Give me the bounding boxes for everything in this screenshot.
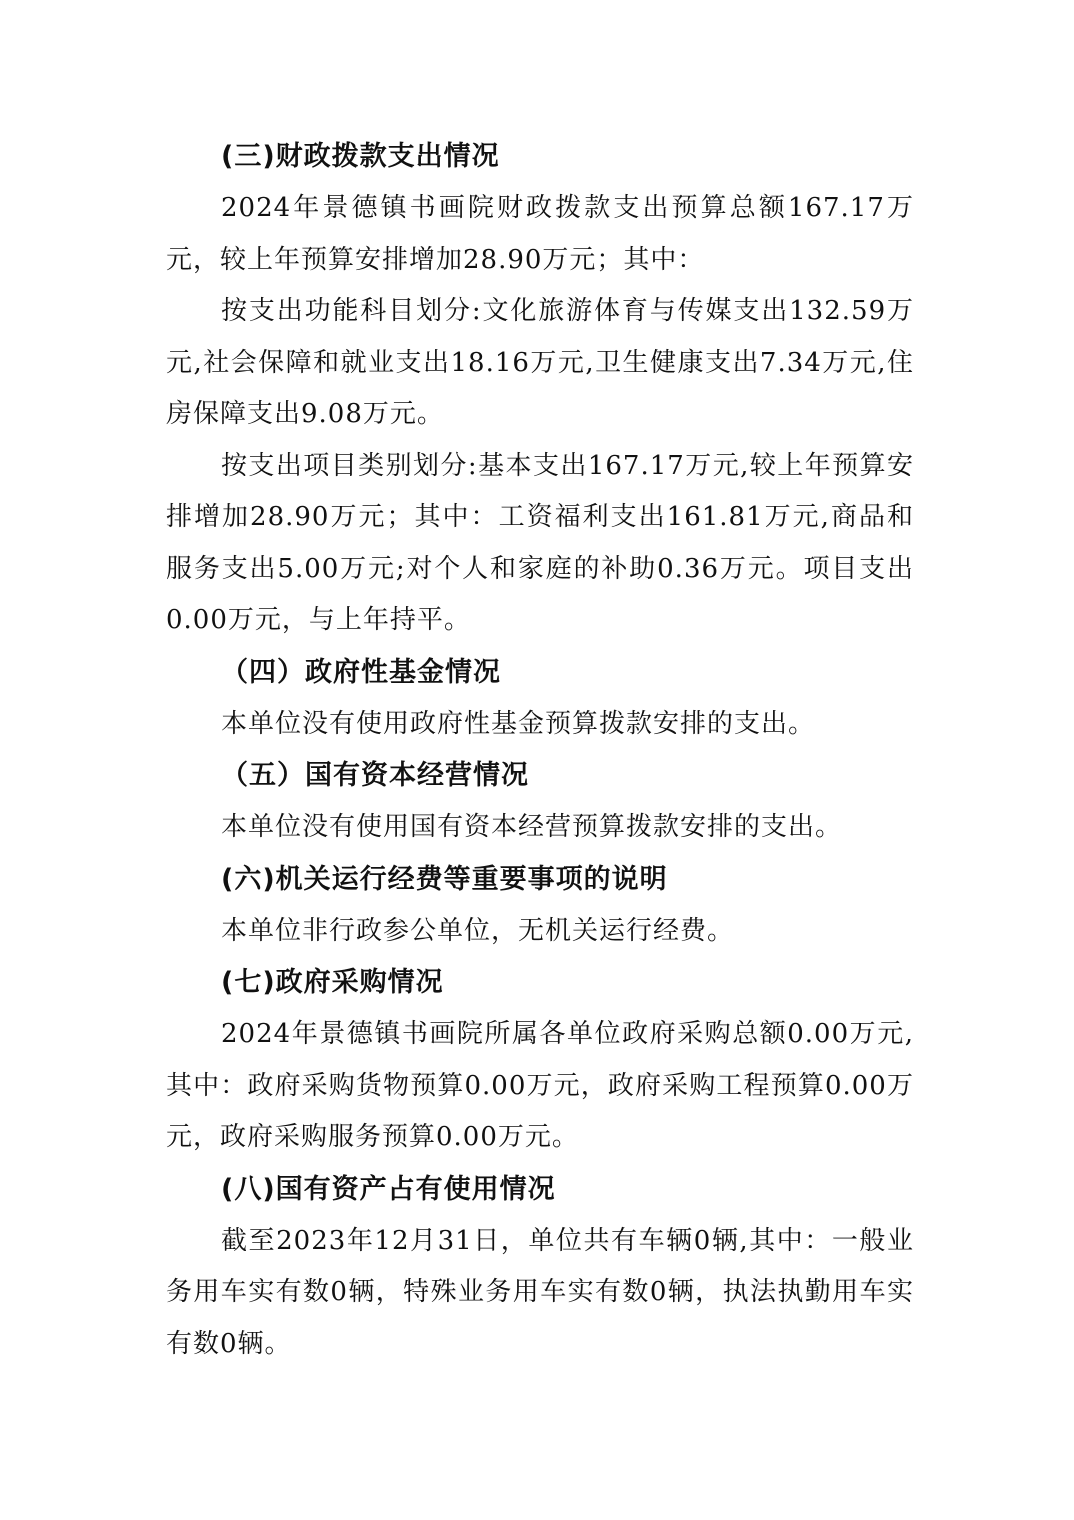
- section-government-procurement: [166, 957, 914, 1164]
- document-page: [166, 131, 914, 1370]
- section-heading: （五）国有资本经营情况: [221, 760, 529, 791]
- section-heading: （四）政府性基金情况: [221, 656, 501, 688]
- paragraph: 按支出功能科目划分:文化旅游体育与传媒支出132.59万元,社会保障和就业支出18.16万元,卫生健康支出7.34万元,住房保障支出9.08万元。: [166, 296, 914, 429]
- section-state-capital-operation: [166, 750, 914, 854]
- section-government-fund: [166, 647, 914, 751]
- paragraph: 本单位非行政参公单位，无机关运行经费。: [221, 915, 735, 946]
- section-state-assets: [166, 1164, 914, 1371]
- section-heading: (六)机关运行经费等重要事项的说明: [221, 863, 668, 895]
- paragraph: 本单位没有使用政府性基金预算拨款安排的支出。: [221, 708, 816, 739]
- paragraph: 2024年景德镇书画院所属各单位政府采购总额0.00万元,其中：政府采购货物预算0.00万元，政府采购工程预算0.00万元，政府采购服务预算0.00万元。: [166, 1019, 914, 1152]
- section-heading: (八)国有资产占有使用情况: [221, 1173, 556, 1205]
- section-fiscal-appropriation-expenditure: [166, 131, 914, 647]
- section-heading: (七)政府采购情况: [221, 967, 444, 998]
- section-heading: (三)财政拨款支出情况: [221, 141, 500, 172]
- paragraph: 截至2023年12月31日，单位共有车辆0辆,其中：一般业务用车实有数0辆，特殊业务用车实有数0辆，执法执勤用车实有数0辆。: [166, 1225, 914, 1359]
- paragraph: 按支出项目类别划分:基本支出167.17万元,较上年预算安排增加28.90万元；其中：工资福利支出161.81万元,商品和服务支出5.00万元;对个人和家庭的补助0.36万元。项目支出0.00万元，与上年持平。: [166, 450, 914, 635]
- paragraph: 2024年景德镇书画院财政拨款支出预算总额167.17万元，较上年预算安排增加28.90万元；其中：: [166, 193, 914, 275]
- paragraph: 本单位没有使用国有资本经营预算拨款安排的支出。: [221, 812, 843, 842]
- section-operating-expenses: [166, 854, 914, 958]
